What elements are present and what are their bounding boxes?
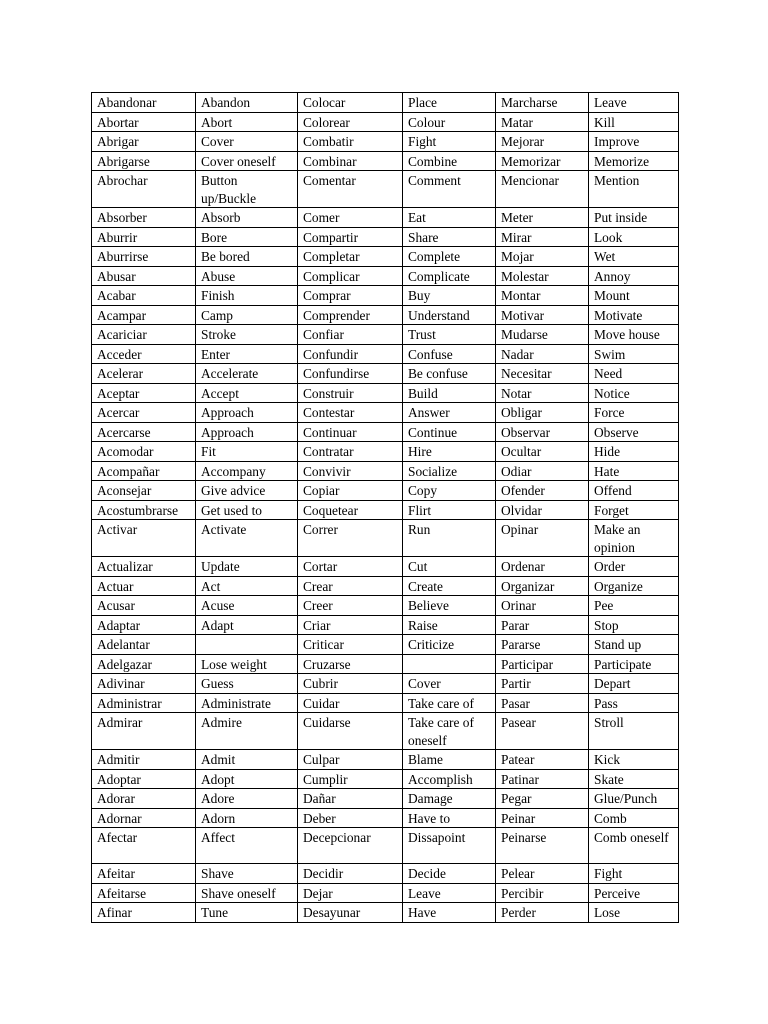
english-meaning-cell: Abuse bbox=[196, 266, 298, 286]
spanish-verb-cell: Patear bbox=[496, 750, 589, 770]
english-meaning-cell: Administrate bbox=[196, 693, 298, 713]
spanish-verb-cell: Adelgazar bbox=[92, 654, 196, 674]
spanish-verb-cell: Abusar bbox=[92, 266, 196, 286]
english-meaning-cell: Fit bbox=[196, 442, 298, 462]
table-row bbox=[92, 654, 679, 674]
table-row bbox=[92, 674, 679, 694]
table-row bbox=[92, 461, 679, 481]
spanish-verb-cell: Decepcionar bbox=[298, 828, 403, 864]
spanish-verb-cell: Actualizar bbox=[92, 557, 196, 577]
spanish-verb-cell: Nadar bbox=[496, 344, 589, 364]
english-meaning-cell: Fight bbox=[589, 864, 679, 884]
table-row bbox=[92, 596, 679, 616]
english-meaning-cell: Bore bbox=[196, 227, 298, 247]
verb-vocabulary-table bbox=[91, 92, 679, 923]
spanish-verb-cell: Mencionar bbox=[496, 171, 589, 208]
english-meaning-cell: Raise bbox=[403, 615, 496, 635]
spanish-verb-cell: Adorar bbox=[92, 789, 196, 809]
english-meaning-cell: Cover oneself bbox=[196, 151, 298, 171]
english-meaning-cell: Activate bbox=[196, 520, 298, 557]
spanish-verb-cell: Afinar bbox=[92, 903, 196, 923]
table-row bbox=[92, 247, 679, 267]
spanish-verb-cell: Comentar bbox=[298, 171, 403, 208]
english-meaning-cell: Observe bbox=[589, 422, 679, 442]
spanish-verb-cell: Decidir bbox=[298, 864, 403, 884]
spanish-verb-cell: Organizar bbox=[496, 576, 589, 596]
spanish-verb-cell: Ofender bbox=[496, 481, 589, 501]
spanish-verb-cell: Colorear bbox=[298, 112, 403, 132]
english-meaning-cell: Take care of bbox=[403, 693, 496, 713]
spanish-verb-cell: Dañar bbox=[298, 789, 403, 809]
english-meaning-cell: Have bbox=[403, 903, 496, 923]
spanish-verb-cell: Comprar bbox=[298, 286, 403, 306]
spanish-verb-cell: Completar bbox=[298, 247, 403, 267]
table-row bbox=[92, 383, 679, 403]
english-meaning-cell: Comment bbox=[403, 171, 496, 208]
english-meaning-cell: Forget bbox=[589, 500, 679, 520]
english-meaning-cell: Hate bbox=[589, 461, 679, 481]
english-meaning-cell: Abort bbox=[196, 112, 298, 132]
english-meaning-cell: Colour bbox=[403, 112, 496, 132]
table-row bbox=[92, 693, 679, 713]
table-row bbox=[92, 208, 679, 228]
spanish-verb-cell: Dejar bbox=[298, 883, 403, 903]
english-meaning-cell: Acuse bbox=[196, 596, 298, 616]
spanish-verb-cell: Matar bbox=[496, 112, 589, 132]
english-meaning-cell: Make an opinion bbox=[589, 520, 679, 557]
english-meaning-cell: Adopt bbox=[196, 769, 298, 789]
spanish-verb-cell: Afectar bbox=[92, 828, 196, 864]
spanish-verb-cell: Criticar bbox=[298, 635, 403, 655]
spanish-verb-cell: Correr bbox=[298, 520, 403, 557]
spanish-verb-cell: Contratar bbox=[298, 442, 403, 462]
english-meaning-cell: Kick bbox=[589, 750, 679, 770]
english-meaning-cell: Organize bbox=[589, 576, 679, 596]
spanish-verb-cell: Observar bbox=[496, 422, 589, 442]
spanish-verb-cell: Coquetear bbox=[298, 500, 403, 520]
english-meaning-cell: Act bbox=[196, 576, 298, 596]
spanish-verb-cell: Cruzarse bbox=[298, 654, 403, 674]
spanish-verb-cell: Activar bbox=[92, 520, 196, 557]
spanish-verb-cell: Cuidarse bbox=[298, 713, 403, 750]
english-meaning-cell: Cover bbox=[196, 132, 298, 152]
english-meaning-cell: Shave bbox=[196, 864, 298, 884]
spanish-verb-cell: Peinarse bbox=[496, 828, 589, 864]
english-meaning-cell: Pass bbox=[589, 693, 679, 713]
spanish-verb-cell: Combatir bbox=[298, 132, 403, 152]
english-meaning-cell: Leave bbox=[403, 883, 496, 903]
table-row bbox=[92, 576, 679, 596]
table-row bbox=[92, 769, 679, 789]
english-meaning-cell: Put inside bbox=[589, 208, 679, 228]
table-row bbox=[92, 344, 679, 364]
table-row bbox=[92, 520, 679, 557]
table-row bbox=[92, 305, 679, 325]
english-meaning-cell: Depart bbox=[589, 674, 679, 694]
spanish-verb-cell: Compartir bbox=[298, 227, 403, 247]
spanish-verb-cell: Abrigar bbox=[92, 132, 196, 152]
table-row bbox=[92, 325, 679, 345]
spanish-verb-cell: Participar bbox=[496, 654, 589, 674]
english-meaning-cell: Order bbox=[589, 557, 679, 577]
english-meaning-cell: Glue/Punch bbox=[589, 789, 679, 809]
english-meaning-cell: Damage bbox=[403, 789, 496, 809]
english-meaning-cell: Admire bbox=[196, 713, 298, 750]
table-row bbox=[92, 266, 679, 286]
table-row bbox=[92, 151, 679, 171]
spanish-verb-cell: Pararse bbox=[496, 635, 589, 655]
spanish-verb-cell: Necesitar bbox=[496, 364, 589, 384]
spanish-verb-cell: Adoptar bbox=[92, 769, 196, 789]
english-meaning-cell: Approach bbox=[196, 403, 298, 423]
spanish-verb-cell: Confiar bbox=[298, 325, 403, 345]
english-meaning-cell: Approach bbox=[196, 422, 298, 442]
english-meaning-cell: Move house bbox=[589, 325, 679, 345]
english-meaning-cell: Stop bbox=[589, 615, 679, 635]
spanish-verb-cell: Notar bbox=[496, 383, 589, 403]
spanish-verb-cell: Abrigarse bbox=[92, 151, 196, 171]
spanish-verb-cell: Percibir bbox=[496, 883, 589, 903]
english-meaning-cell: Hire bbox=[403, 442, 496, 462]
spanish-verb-cell: Ordenar bbox=[496, 557, 589, 577]
spanish-verb-cell: Obligar bbox=[496, 403, 589, 423]
english-meaning-cell: Wet bbox=[589, 247, 679, 267]
english-meaning-cell: Memorize bbox=[589, 151, 679, 171]
spanish-verb-cell: Acomodar bbox=[92, 442, 196, 462]
spanish-verb-cell: Adaptar bbox=[92, 615, 196, 635]
spanish-verb-cell: Acercar bbox=[92, 403, 196, 423]
spanish-verb-cell: Culpar bbox=[298, 750, 403, 770]
spanish-verb-cell: Mirar bbox=[496, 227, 589, 247]
english-meaning-cell: Accept bbox=[196, 383, 298, 403]
english-meaning-cell: Accelerate bbox=[196, 364, 298, 384]
spanish-verb-cell: Continuar bbox=[298, 422, 403, 442]
english-meaning-cell: Annoy bbox=[589, 266, 679, 286]
english-meaning-cell: Mount bbox=[589, 286, 679, 306]
spanish-verb-cell: Cortar bbox=[298, 557, 403, 577]
spanish-verb-cell: Combinar bbox=[298, 151, 403, 171]
table-row bbox=[92, 481, 679, 501]
english-meaning-cell: Affect bbox=[196, 828, 298, 864]
spanish-verb-cell: Mejorar bbox=[496, 132, 589, 152]
english-meaning-cell: Force bbox=[589, 403, 679, 423]
spanish-verb-cell: Adelantar bbox=[92, 635, 196, 655]
english-meaning-cell: Complicate bbox=[403, 266, 496, 286]
spanish-verb-cell: Acompañar bbox=[92, 461, 196, 481]
spanish-verb-cell: Aburrir bbox=[92, 227, 196, 247]
english-meaning-cell: Understand bbox=[403, 305, 496, 325]
english-meaning-cell: Comb bbox=[589, 808, 679, 828]
english-meaning-cell: Finish bbox=[196, 286, 298, 306]
spanish-verb-cell: Adornar bbox=[92, 808, 196, 828]
spanish-verb-cell: Memorizar bbox=[496, 151, 589, 171]
english-meaning-cell: Combine bbox=[403, 151, 496, 171]
spanish-verb-cell: Complicar bbox=[298, 266, 403, 286]
spanish-verb-cell: Patinar bbox=[496, 769, 589, 789]
spanish-verb-cell: Pasar bbox=[496, 693, 589, 713]
spanish-verb-cell: Acelerar bbox=[92, 364, 196, 384]
english-meaning-cell: Get used to bbox=[196, 500, 298, 520]
english-meaning-cell: Swim bbox=[589, 344, 679, 364]
table-body bbox=[92, 93, 679, 923]
spanish-verb-cell: Olvidar bbox=[496, 500, 589, 520]
table-row bbox=[92, 112, 679, 132]
english-meaning-cell: Pee bbox=[589, 596, 679, 616]
english-meaning-cell: Stroke bbox=[196, 325, 298, 345]
english-meaning-cell: Need bbox=[589, 364, 679, 384]
english-meaning-cell: Adapt bbox=[196, 615, 298, 635]
table-row bbox=[92, 808, 679, 828]
spanish-verb-cell: Admitir bbox=[92, 750, 196, 770]
spanish-verb-cell: Crear bbox=[298, 576, 403, 596]
spanish-verb-cell: Copiar bbox=[298, 481, 403, 501]
spanish-verb-cell: Opinar bbox=[496, 520, 589, 557]
english-meaning-cell: Button up/Buckle bbox=[196, 171, 298, 208]
english-meaning-cell: Criticize bbox=[403, 635, 496, 655]
english-meaning-cell: Enter bbox=[196, 344, 298, 364]
english-meaning-cell: Admit bbox=[196, 750, 298, 770]
table-row bbox=[92, 557, 679, 577]
table-row bbox=[92, 403, 679, 423]
spanish-verb-cell: Meter bbox=[496, 208, 589, 228]
english-meaning-cell: Take care of oneself bbox=[403, 713, 496, 750]
english-meaning-cell: Perceive bbox=[589, 883, 679, 903]
english-meaning-cell: Believe bbox=[403, 596, 496, 616]
spanish-verb-cell: Parar bbox=[496, 615, 589, 635]
spanish-verb-cell: Peinar bbox=[496, 808, 589, 828]
english-meaning-cell: Complete bbox=[403, 247, 496, 267]
english-meaning-cell: Adore bbox=[196, 789, 298, 809]
english-meaning-cell: Cover bbox=[403, 674, 496, 694]
spanish-verb-cell: Marcharse bbox=[496, 93, 589, 113]
english-meaning-cell: Mention bbox=[589, 171, 679, 208]
english-meaning-cell: Abandon bbox=[196, 93, 298, 113]
table-row bbox=[92, 364, 679, 384]
table-row bbox=[92, 864, 679, 884]
english-meaning-cell bbox=[403, 654, 496, 674]
english-meaning-cell: Trust bbox=[403, 325, 496, 345]
spanish-verb-cell: Abortar bbox=[92, 112, 196, 132]
english-meaning-cell: Adorn bbox=[196, 808, 298, 828]
english-meaning-cell: Lose bbox=[589, 903, 679, 923]
english-meaning-cell: Tune bbox=[196, 903, 298, 923]
spanish-verb-cell: Afeitarse bbox=[92, 883, 196, 903]
english-meaning-cell: Socialize bbox=[403, 461, 496, 481]
english-meaning-cell: Leave bbox=[589, 93, 679, 113]
table-row bbox=[92, 750, 679, 770]
english-meaning-cell: Continue bbox=[403, 422, 496, 442]
spanish-verb-cell: Odiar bbox=[496, 461, 589, 481]
spanish-verb-cell: Abandonar bbox=[92, 93, 196, 113]
table-row bbox=[92, 828, 679, 864]
english-meaning-cell: Accomplish bbox=[403, 769, 496, 789]
english-meaning-cell: Place bbox=[403, 93, 496, 113]
table-row bbox=[92, 615, 679, 635]
table-row bbox=[92, 286, 679, 306]
table-row bbox=[92, 883, 679, 903]
english-meaning-cell: Flirt bbox=[403, 500, 496, 520]
spanish-verb-cell: Admirar bbox=[92, 713, 196, 750]
english-meaning-cell: Have to bbox=[403, 808, 496, 828]
spanish-verb-cell: Acceder bbox=[92, 344, 196, 364]
spanish-verb-cell: Colocar bbox=[298, 93, 403, 113]
english-meaning-cell: Camp bbox=[196, 305, 298, 325]
spanish-verb-cell: Desayunar bbox=[298, 903, 403, 923]
table-row bbox=[92, 171, 679, 208]
spanish-verb-cell: Administrar bbox=[92, 693, 196, 713]
spanish-verb-cell: Acusar bbox=[92, 596, 196, 616]
english-meaning-cell: Guess bbox=[196, 674, 298, 694]
english-meaning-cell: Dissapoint bbox=[403, 828, 496, 864]
spanish-verb-cell: Construir bbox=[298, 383, 403, 403]
spanish-verb-cell: Aburrirse bbox=[92, 247, 196, 267]
table-row bbox=[92, 227, 679, 247]
table-row bbox=[92, 132, 679, 152]
table-row bbox=[92, 93, 679, 113]
spanish-verb-cell: Abrochar bbox=[92, 171, 196, 208]
english-meaning-cell: Be bored bbox=[196, 247, 298, 267]
english-meaning-cell: Motivate bbox=[589, 305, 679, 325]
english-meaning-cell: Stand up bbox=[589, 635, 679, 655]
english-meaning-cell: Skate bbox=[589, 769, 679, 789]
english-meaning-cell: Stroll bbox=[589, 713, 679, 750]
english-meaning-cell: Accompany bbox=[196, 461, 298, 481]
english-meaning-cell: Decide bbox=[403, 864, 496, 884]
spanish-verb-cell: Cubrir bbox=[298, 674, 403, 694]
spanish-verb-cell: Confundir bbox=[298, 344, 403, 364]
table-row bbox=[92, 442, 679, 462]
spanish-verb-cell: Absorber bbox=[92, 208, 196, 228]
english-meaning-cell: Cut bbox=[403, 557, 496, 577]
english-meaning-cell: Offend bbox=[589, 481, 679, 501]
english-meaning-cell bbox=[196, 635, 298, 655]
spanish-verb-cell: Acostumbrarse bbox=[92, 500, 196, 520]
english-meaning-cell: Share bbox=[403, 227, 496, 247]
english-meaning-cell: Look bbox=[589, 227, 679, 247]
english-meaning-cell: Be confuse bbox=[403, 364, 496, 384]
english-meaning-cell: Fight bbox=[403, 132, 496, 152]
spanish-verb-cell: Montar bbox=[496, 286, 589, 306]
spanish-verb-cell: Comer bbox=[298, 208, 403, 228]
english-meaning-cell: Confuse bbox=[403, 344, 496, 364]
english-meaning-cell: Buy bbox=[403, 286, 496, 306]
table-row bbox=[92, 635, 679, 655]
spanish-verb-cell: Aceptar bbox=[92, 383, 196, 403]
spanish-verb-cell: Creer bbox=[298, 596, 403, 616]
spanish-verb-cell: Contestar bbox=[298, 403, 403, 423]
english-meaning-cell: Hide bbox=[589, 442, 679, 462]
spanish-verb-cell: Acampar bbox=[92, 305, 196, 325]
spanish-verb-cell: Molestar bbox=[496, 266, 589, 286]
spanish-verb-cell: Convivir bbox=[298, 461, 403, 481]
english-meaning-cell: Participate bbox=[589, 654, 679, 674]
english-meaning-cell: Run bbox=[403, 520, 496, 557]
english-meaning-cell: Shave oneself bbox=[196, 883, 298, 903]
spanish-verb-cell: Confundirse bbox=[298, 364, 403, 384]
spanish-verb-cell: Acariciar bbox=[92, 325, 196, 345]
english-meaning-cell: Answer bbox=[403, 403, 496, 423]
spanish-verb-cell: Cumplir bbox=[298, 769, 403, 789]
spanish-verb-cell: Mudarse bbox=[496, 325, 589, 345]
english-meaning-cell: Lose weight bbox=[196, 654, 298, 674]
english-meaning-cell: Notice bbox=[589, 383, 679, 403]
spanish-verb-cell: Deber bbox=[298, 808, 403, 828]
english-meaning-cell: Update bbox=[196, 557, 298, 577]
spanish-verb-cell: Acercarse bbox=[92, 422, 196, 442]
spanish-verb-cell: Acabar bbox=[92, 286, 196, 306]
english-meaning-cell: Copy bbox=[403, 481, 496, 501]
english-meaning-cell: Blame bbox=[403, 750, 496, 770]
english-meaning-cell: Comb oneself bbox=[589, 828, 679, 864]
english-meaning-cell: Kill bbox=[589, 112, 679, 132]
english-meaning-cell: Absorb bbox=[196, 208, 298, 228]
spanish-verb-cell: Perder bbox=[496, 903, 589, 923]
table-row bbox=[92, 500, 679, 520]
spanish-verb-cell: Comprender bbox=[298, 305, 403, 325]
spanish-verb-cell: Orinar bbox=[496, 596, 589, 616]
spanish-verb-cell: Pasear bbox=[496, 713, 589, 750]
english-meaning-cell: Give advice bbox=[196, 481, 298, 501]
spanish-verb-cell: Mojar bbox=[496, 247, 589, 267]
spanish-verb-cell: Adivinar bbox=[92, 674, 196, 694]
english-meaning-cell: Create bbox=[403, 576, 496, 596]
spanish-verb-cell: Actuar bbox=[92, 576, 196, 596]
spanish-verb-cell: Pelear bbox=[496, 864, 589, 884]
spanish-verb-cell: Afeitar bbox=[92, 864, 196, 884]
table-row bbox=[92, 789, 679, 809]
spanish-verb-cell: Cuidar bbox=[298, 693, 403, 713]
table-row bbox=[92, 903, 679, 923]
spanish-verb-cell: Motivar bbox=[496, 305, 589, 325]
spanish-verb-cell: Ocultar bbox=[496, 442, 589, 462]
english-meaning-cell: Eat bbox=[403, 208, 496, 228]
table-row bbox=[92, 422, 679, 442]
spanish-verb-cell: Criar bbox=[298, 615, 403, 635]
english-meaning-cell: Build bbox=[403, 383, 496, 403]
english-meaning-cell: Improve bbox=[589, 132, 679, 152]
spanish-verb-cell: Aconsejar bbox=[92, 481, 196, 501]
table-row bbox=[92, 713, 679, 750]
spanish-verb-cell: Partir bbox=[496, 674, 589, 694]
spanish-verb-cell: Pegar bbox=[496, 789, 589, 809]
